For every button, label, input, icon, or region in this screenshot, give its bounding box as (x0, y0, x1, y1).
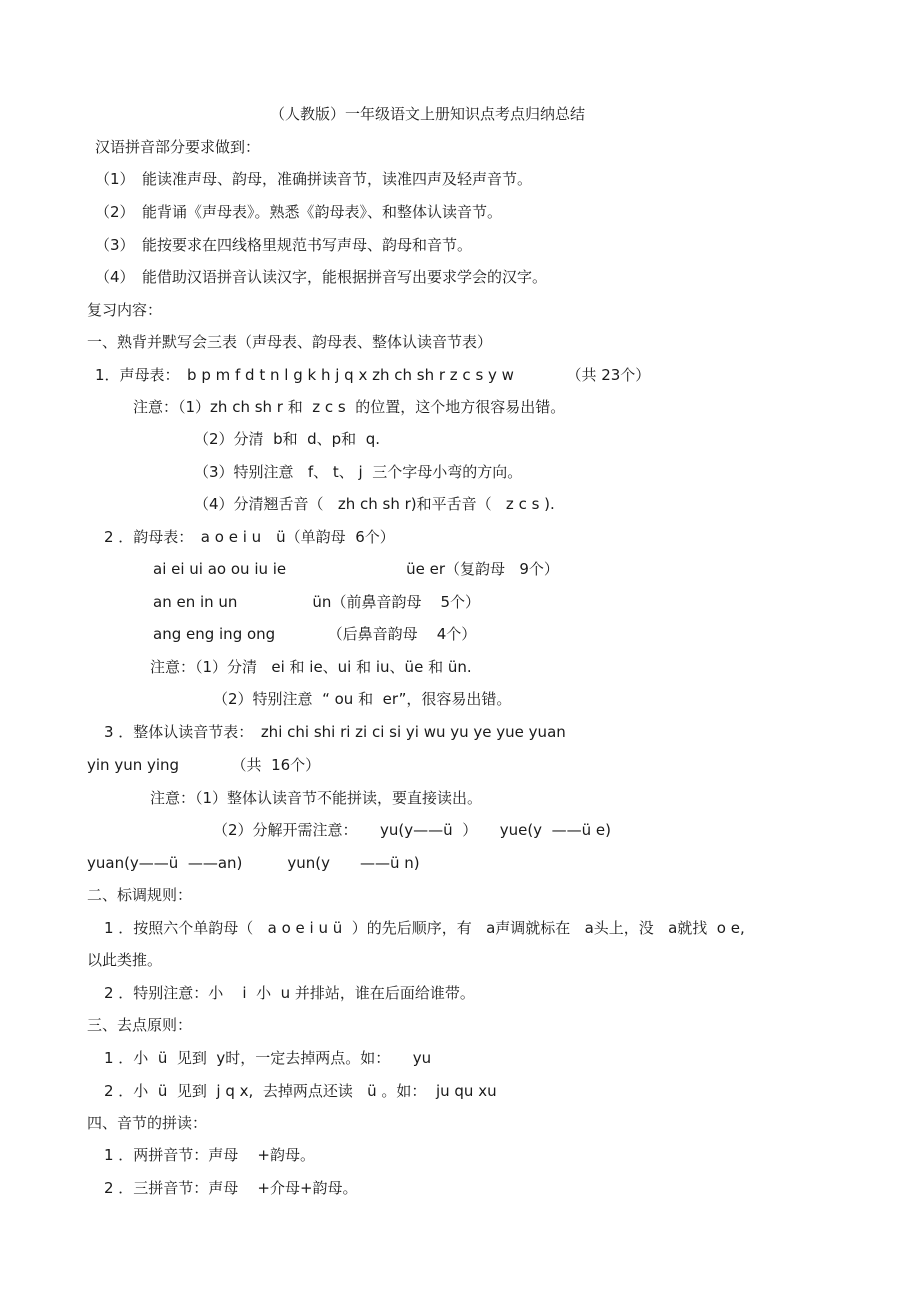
text-line: 1 ．小 ü 见到 y时，一定去掉两点。如： yu (104, 1049, 432, 1067)
text-line: （3）特别注意 f、 t、 j 三个字母小弯的方向。 (194, 463, 523, 481)
text-line: yuan(y——ü ——an) yun(y ——ü n) (87, 854, 420, 872)
section-heading: 四、音节的拼读： (87, 1114, 208, 1132)
text-line: yin yun ying （共 16个） (87, 756, 321, 774)
text-line: 1 ．按照六个单韵母（ a o e i u ü ）的先后顺序，有 a声调就标在 a头上，没 a就找 o e, (104, 919, 745, 937)
section-heading: 一、熟背并默写会三表（声母表、韵母表、整体认读音节表） (87, 333, 493, 351)
text-line: 注意：（1）整体认读音节不能拼读，要直接读出。 (150, 789, 483, 807)
text-line: 3 ．整体认读音节表： zhi chi shi ri zi ci si yi wu yu ye yue yuan (104, 723, 566, 741)
text-line: ang eng ing ong （后鼻音韵母 4个） (153, 625, 477, 643)
text-line: （2）分清 b和 d、p和 q. (194, 430, 381, 448)
text-line: （2）特别注意 “ ou 和 er”，很容易出错。 (213, 690, 512, 708)
section-heading: 三、去点原则： (87, 1016, 193, 1034)
text-line: （2）分解开需注意： yu(y——ü ） yue(y ——ü e) (213, 821, 611, 839)
text-line: （1） 能读准声母、韵母，准确拼读音节，读准四声及轻声音节。 (95, 170, 533, 188)
page-title: （人教版）一年级语文上册知识点考点归纳总结 (270, 105, 586, 123)
text-line: 1．声母表： b p m f d t n l g k h j q x zh ch sh r z c s y w （共 23个） (95, 366, 651, 384)
text-line: 2 ．特别注意：小 i 小 u 并排站，谁在后面给谁带。 (104, 984, 475, 1002)
text-line: （2） 能背诵《声母表》。熟悉《韵母表》、和整体认读音节。 (95, 203, 503, 221)
text-line: 以此类推。 (87, 951, 163, 969)
text-line: 2 ．三拼音节：声母 +介母+韵母。 (104, 1179, 358, 1197)
section-heading: 复习内容： (87, 301, 163, 319)
text-line: 注意：（1）分清 ei 和 ie、ui 和 iu、üe 和 ün. (150, 658, 472, 676)
text-line: 汉语拼音部分要求做到： (95, 138, 261, 156)
text-line: 2 ．韵母表： a o e i u ü（单韵母 6个） (104, 528, 395, 546)
text-line: 1 ．两拼音节：声母 +韵母。 (104, 1146, 315, 1164)
section-heading: 二、标调规则： (87, 886, 193, 904)
text-line: ai ei ui ao ou iu ie üe er（复韵母 9个） (153, 560, 559, 578)
text-line: （3） 能按要求在四线格里规范书写声母、韵母和音节。 (95, 236, 473, 254)
text-line: （4） 能借助汉语拼音认读汉字，能根据拼音写出要求学会的汉字。 (95, 268, 548, 286)
text-line: 注意：（1）zh ch sh r 和 z c s 的位置，这个地方很容易出错。 (133, 398, 566, 416)
text-line: （4）分清翘舌音（ zh ch sh r)和平舌音（ z c s ). (194, 495, 555, 513)
text-line: 2 ．小 ü 见到 j q x, 去掉两点还读 ü 。如： ju qu xu (104, 1082, 497, 1100)
text-line: an en in un ün（前鼻音韵母 5个） (153, 593, 481, 611)
